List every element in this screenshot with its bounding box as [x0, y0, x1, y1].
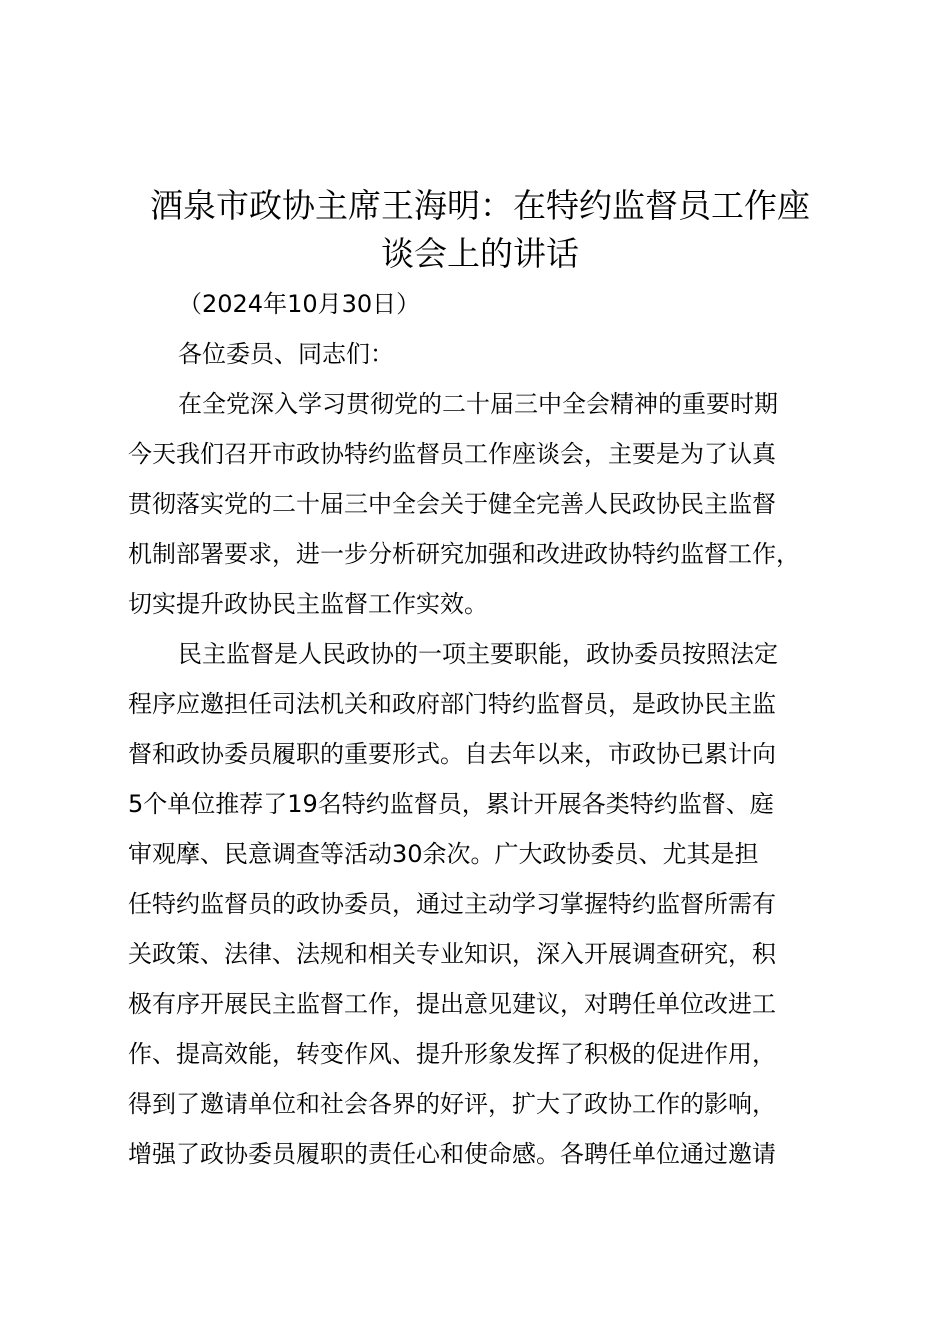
- paragraph-2-line: 程序应邀担任司法机关和政府部门特约监督员，是政协民主监: [128, 690, 776, 718]
- paragraph-2-line: 任特约监督员的政协委员，通过主动学习掌握特约监督所需有: [128, 890, 776, 918]
- paragraph-2-line: 增强了政协委员履职的责任心和使命感。各聘任单位通过邀请: [128, 1140, 776, 1168]
- paragraph-2-line: 民主监督是人民政协的一项主要职能，政协委员按照法定: [178, 640, 778, 668]
- paragraph-1-line: 贯彻落实党的二十届三中全会关于健全完善人民政协民主监督: [128, 490, 776, 518]
- paragraph-2-line: 关政策、法律、法规和相关专业知识，深入开展调查研究，积: [128, 940, 776, 968]
- document-title: [80, 182, 880, 278]
- paragraph-2-line: 得到了邀请单位和社会各界的好评，扩大了政协工作的影响，: [128, 1090, 776, 1118]
- paragraph-2-line: 极有序开展民主监督工作，提出意见建议，对聘任单位改进工: [128, 990, 776, 1018]
- paragraph-2-line: 审观摩、民意调查等活动30余次。广大政协委员、尤其是担: [128, 840, 759, 868]
- paragraph-1-line: 机制部署要求，进一步分析研究加强和改进政协特约监督工作，: [128, 540, 800, 568]
- greeting: 各位委员、同志们：: [178, 340, 394, 368]
- speech-date: （2024年10月30日）: [178, 290, 421, 318]
- paragraph-2-line: 作、提高效能，转变作风、提升形象发挥了积极的促进作用，: [128, 1040, 776, 1068]
- paragraph-1-line: 今天我们召开市政协特约监督员工作座谈会，主要是为了认真: [128, 440, 776, 468]
- paragraph-1-line: 切实提升政协民主监督工作实效。: [128, 590, 488, 618]
- paragraph-2-line: 5个单位推荐了19名特约监督员，累计开展各类特约监督、庭: [128, 790, 774, 818]
- paragraph-1-line: 在全党深入学习贯彻党的二十届三中全会精神的重要时期: [178, 390, 778, 418]
- paragraph-2-line: 督和政协委员履职的重要形式。自去年以来，市政协已累计向: [128, 740, 776, 768]
- title-line-2: 谈会上的讲话: [381, 234, 579, 273]
- title-line-1: 酒泉市政协主席王海明：在特约监督员工作座: [150, 186, 810, 225]
